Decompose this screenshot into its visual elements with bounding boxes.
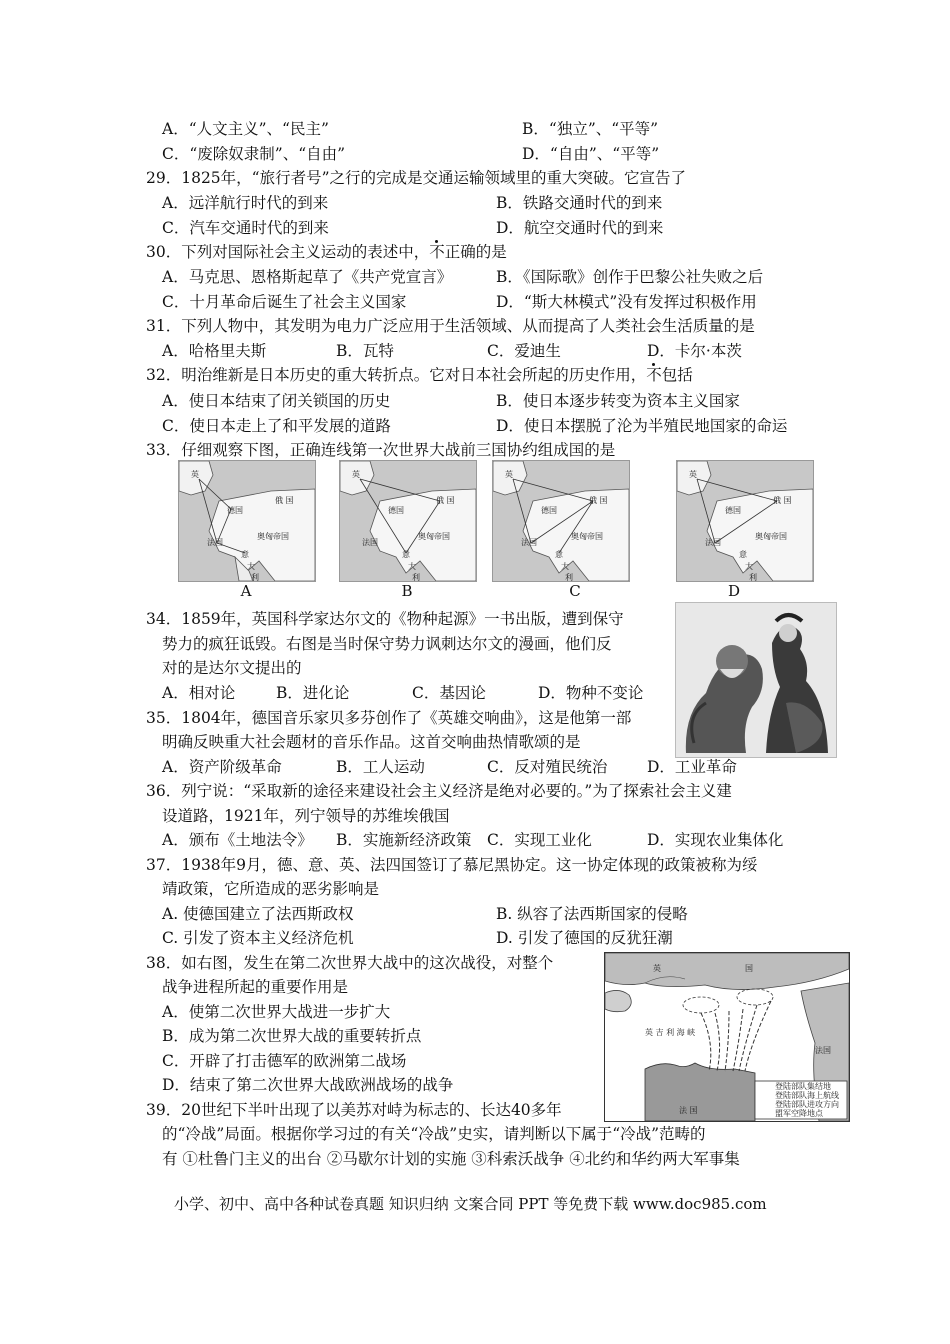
q30-option-c: C．十月革命后诞生了社会主义国家 [162, 293, 407, 311]
q38-stem-line2: 战争进程所起的重要作用是 [162, 978, 349, 996]
q34-option-d: D．物种不变论 [538, 684, 644, 702]
map-c-italy-2: 大 [561, 562, 569, 571]
normandy-landing-map [604, 952, 850, 1122]
map38-channel: 英 吉 利 海 峡 [645, 1028, 696, 1037]
q29-stem: 29．1825年，“旅行者号”之行的完成是交通运输领域里的重大突破。它宣告了 [146, 169, 687, 187]
q32-option-b: B．使日本逐步转变为资本主义国家 [496, 392, 740, 410]
q33-map-label-b: B [401, 582, 413, 600]
map38-legend-1: 登陆部队集结地 [775, 1082, 831, 1091]
q34-option-b: B．进化论 [276, 684, 350, 702]
q29-option-a: A．远洋航行时代的到来 [162, 194, 329, 212]
q28-option-a: A．“人文主义”、“民主” [162, 120, 329, 138]
q34-stem-line3: 对的是达尔文提出的 [162, 659, 302, 677]
map38-france-right: 法国 [815, 1046, 831, 1055]
map38-england-2: 国 [745, 964, 753, 973]
q35-option-d: D．工业革命 [647, 758, 737, 776]
map-c-italy-3: 利 [565, 573, 573, 581]
q37-stem-line2: 靖政策，它所造成的恶劣影响是 [162, 880, 380, 898]
map-a-germany: 德国 [227, 506, 243, 515]
q39-stem-line1: 39．20世纪下半叶出现了以美苏对峙为标志的、长达40多年 [146, 1101, 562, 1119]
europe-map-b [340, 461, 476, 581]
q29-option-c: C．汽车交通时代的到来 [162, 219, 329, 237]
q37-stem-line1: 37．1938年9月，德、意、英、法四国签订了慕尼黑协定。这一协定体现的政策被称为绥 [146, 856, 758, 874]
q33-map-d [676, 460, 814, 582]
q38-option-b: B．成为第二次世界大战的重要转折点 [162, 1027, 422, 1045]
map-d-italy: 意 [739, 550, 747, 559]
q33-map-label-d: D [727, 582, 741, 600]
map-c-italy: 意 [555, 550, 563, 559]
map38-england-1: 英 [653, 964, 661, 973]
q33-map-label-c: C [569, 582, 581, 600]
q30-option-a: A．马克思、恩格斯起草了《共产党宣言》 [162, 268, 453, 286]
map-d-austria: 奥匈帝国 [755, 532, 787, 541]
q38-option-a: A．使第二次世界大战进一步扩大 [162, 1003, 391, 1021]
q33-map-a [178, 460, 316, 582]
q35-option-b: B．工人运动 [336, 758, 425, 776]
map38-france-bottom: 法 国 [679, 1106, 698, 1115]
map-a-britain: 英 [191, 470, 199, 479]
map-b-france: 法国 [362, 538, 378, 547]
q36-stem-line2: 设道路，1921年，列宁领导的苏维埃俄国 [162, 807, 450, 825]
english-channel-map [605, 953, 849, 1121]
q35-stem-line2: 明确反映重大社会题材的音乐作品。这首交响曲热情歌颂的是 [162, 733, 581, 751]
map-b-italy: 意 [402, 550, 410, 559]
map-a-france: 法国 [207, 538, 223, 547]
map-c-france: 法国 [521, 538, 537, 547]
q32-stem-pre: 32．明治维新是日本历史的重大转折点。它对日本社会所起的历史作用， [146, 366, 647, 384]
map-c-germany: 德国 [541, 506, 557, 515]
darwin-cartoon-illustration [676, 603, 836, 757]
q30-stem-pre: 30．下列对国际社会主义运动的表述中， [146, 243, 430, 261]
q32-emphasis-char: 不 [646, 366, 662, 384]
q39-stem-line3: 有 ①杜鲁门主义的出台 ②马歇尔计划的实施 ③科索沃战争 ④北约和华约两大军事集 [162, 1150, 740, 1168]
q38-option-d: D．结束了第二次世界大战欧洲战场的战争 [162, 1076, 454, 1094]
europe-map-d [677, 461, 813, 581]
map-b-germany: 德国 [388, 506, 404, 515]
map-b-britain: 英 [352, 470, 360, 479]
q32-stem [146, 364, 693, 386]
q36-option-d: D．实现农业集体化 [647, 831, 784, 849]
q30-stem-post: 正确的是 [444, 243, 507, 261]
q37-option-d: D. 引发了德国的反犹狂潮 [496, 929, 673, 947]
map38-legend-3: 登陆部队进攻方向 [775, 1100, 839, 1109]
q31-stem: 31．下列人物中，其发明为电力广泛应用于生活领域、从而提高了人类社会生活质量的是 [146, 317, 755, 335]
q33-map-c [492, 460, 630, 582]
q31-option-a: A．哈格里夫斯 [162, 342, 267, 360]
map-a-austria: 奥匈帝国 [257, 532, 289, 541]
darwin-cartoon-image [675, 602, 837, 758]
q30-emphasis-char: 不 [429, 243, 445, 261]
map-a-italy-2: 大 [247, 562, 255, 571]
map-c-britain: 英 [505, 470, 513, 479]
map-b-austria: 奥匈帝国 [418, 532, 450, 541]
q35-stem-line1: 35．1804年，德国音乐家贝多芬创作了《英雄交响曲》，这是他第一部 [146, 709, 632, 727]
q33-stem: 33．仔细观察下图，正确连线第一次世界大战前三国协约组成国的是 [146, 441, 616, 459]
q34-stem-line2: 势力的疯狂诋毁。右图是当时保守势力讽刺达尔文的漫画，他们反 [162, 635, 612, 653]
map-b-russia: 俄 国 [436, 496, 455, 505]
map-c-austria: 奥匈帝国 [571, 532, 603, 541]
q31-option-d: D．卡尔·本茨 [647, 342, 742, 360]
q33-map-label-a: A [240, 582, 252, 600]
q30-option-b: B．《国际歌》创作于巴黎公社失败之后 [496, 268, 764, 286]
q32-stem-post: 包括 [661, 366, 693, 384]
q31-option-c: C．爱迪生 [487, 342, 561, 360]
q28-option-b: B．“独立”、“平等” [522, 120, 659, 138]
q32-option-c: C．使日本走上了和平发展的道路 [162, 417, 391, 435]
q38-option-c: C．开辟了打击德军的欧洲第二战场 [162, 1052, 407, 1070]
map-a-italy-3: 利 [251, 573, 259, 581]
q38-stem-line1: 38．如右图，发生在第二次世界大战中的这次战役，对整个 [146, 954, 554, 972]
q37-option-b: B. 纵容了法西斯国家的侵略 [496, 905, 688, 923]
q35-option-a: A．资产阶级革命 [162, 758, 282, 776]
q34-stem-line1: 34．1859年，英国科学家达尔文的《物种起源》一书出版，遭到保守 [146, 610, 624, 628]
q35-option-c: C．反对殖民统治 [487, 758, 608, 776]
map-b-italy-2: 大 [408, 562, 416, 571]
map-d-france: 法国 [705, 538, 721, 547]
map-a-russia: 俄 国 [275, 496, 294, 505]
q28-option-d: D．“自由”、“平等” [522, 145, 660, 163]
q32-option-a: A．使日本结束了闭关锁国的历史 [162, 392, 391, 410]
q30-option-d: D．“斯大林模式”没有发挥过积极作用 [496, 293, 757, 311]
q33-map-b [339, 460, 477, 582]
q34-option-a: A．相对论 [162, 684, 236, 702]
q29-option-d: D．航空交通时代的到来 [496, 219, 664, 237]
q31-option-b: B．瓦特 [336, 342, 394, 360]
map-d-germany: 德国 [725, 506, 741, 515]
map38-legend-2: 登陆部队海上航线 [775, 1091, 839, 1100]
europe-map-c [493, 461, 629, 581]
q32-option-d: D．使日本摆脱了沦为半殖民地国家的命运 [496, 417, 788, 435]
map-b-italy-3: 利 [412, 573, 420, 581]
europe-map-a [179, 461, 315, 581]
q37-option-a: A. 使德国建立了法西斯政权 [162, 905, 354, 923]
q37-option-c: C. 引发了资本主义经济危机 [162, 929, 354, 947]
map-d-italy-2: 大 [745, 562, 753, 571]
map38-legend-4: 盟军空降地点 [775, 1109, 823, 1118]
map-a-italy: 意 [241, 550, 249, 559]
map-d-britain: 英 [689, 470, 697, 479]
map-d-russia: 俄 国 [773, 496, 792, 505]
q36-option-c: C．实现工业化 [487, 831, 592, 849]
map-c-russia: 俄 国 [589, 496, 608, 505]
q36-option-a: A．颁布《土地法令》 [162, 831, 313, 849]
q39-stem-line2: 的“冷战”局面。根据你学习过的有关“冷战”史实，请判断以下属于“冷战”范畴的 [162, 1125, 706, 1143]
q34-option-c: C．基因论 [412, 684, 486, 702]
page-footer: 小学、初中、高中各种试卷真题 知识归纳 文案合同 PPT 等免费下载 www.doc985.com [174, 1195, 767, 1213]
q29-option-b: B．铁路交通时代的到来 [496, 194, 663, 212]
map-d-italy-3: 利 [749, 573, 757, 581]
q36-option-b: B．实施新经济政策 [336, 831, 472, 849]
q36-stem-line1: 36．列宁说：“采取新的途径来建设社会主义经济是绝对必要的。”为了探索社会主义建 [146, 782, 732, 800]
q28-option-c: C．“废除奴隶制”、“自由” [162, 145, 346, 163]
q30-stem [146, 241, 507, 263]
